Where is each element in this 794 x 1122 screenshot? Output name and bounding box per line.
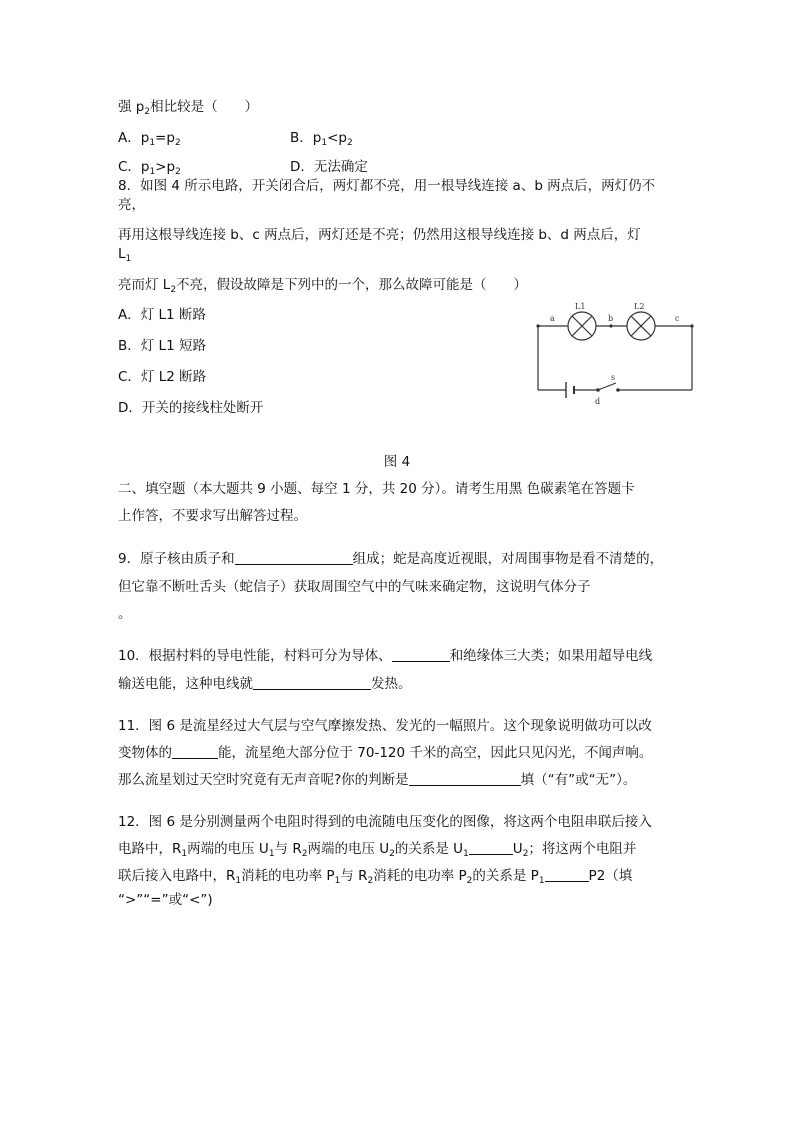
section2-heading-line1: 二、填空题（本大题共 9 小题、每空 1 分，共 20 分）。请考生用黑 色碳素笔在答题卡 [118,481,635,497]
q9-line1: 9．原子核由质子和 组成；蛇是高度近视眼，对周围事物是看不清楚的， [118,551,664,567]
label-c: c [675,314,680,323]
answer-blank[interactable] [409,771,521,786]
answer-blank[interactable] [253,675,371,690]
q8-line2: 亮， [118,197,145,213]
q7-option-b: B．$p_1<p_2$ [290,130,353,148]
q8-line3: 再用这根导线连接 b、c 两点后，两灯还是不亮；仍然用这根导线连接 b、d 两点后，灯 [118,227,641,243]
q7-option-c: C．$p_1>p_2$ [118,159,181,177]
q12-line2: 电路中，$R_1$两端的电压 $U_1$与 $R_2$两端的电压 $U_2$的关系是 $U_1$ $U_2$；将这两个电阻并 [118,841,637,859]
q11-line3: 那么流星划过天空时究竟有无声音呢?你的判断是 填（“有”或“无”）。 [118,772,637,788]
section2-heading-line2: 上作答，不要求写出解答过程。 [118,508,307,524]
q7-stem: 强 $p_2$相比较是（ ） [118,99,259,117]
q12-line1: 12．图 6 是分别测量两个电阻时得到的电流随电压变化的图像，将这两个电阻串联后接入 [118,814,652,830]
q11-line1: 11．图 6 是流星经过大气层与空气摩擦发热、发光的一幅照片。这个现象说明做功可以改 [118,718,652,734]
switch-blade [598,383,616,390]
q8-option-d: D．开关的接线柱处断开 [118,400,264,416]
q7-option-a: A．$p_1=p_2$ [118,130,181,148]
q8-option-c: C．灯 L2 断路 [118,369,207,385]
answer-blank[interactable] [392,647,450,662]
q8-option-a: A．灯 L1 断路 [118,307,206,323]
q12-line4: “>”“=”或“<”) [118,892,213,908]
label-d: d [595,397,601,406]
circuit-diagram [530,300,700,410]
label-s: s [611,373,616,382]
switch-terminal [616,388,620,392]
q8-line4: $L_1$ [118,246,132,264]
q9-line2: 但它靠不断吐舌头（蛇信子）获取周围空气中的气味来确定物，这说明气体分子 [118,579,591,595]
q8-line5: 亮而灯 $L_2$不亮，假设故障是下列中的一个，那么故障可能是（ ） [118,277,528,295]
q9-line3: 。 [118,606,132,622]
label-a: a [550,314,555,323]
label-l2: L2 [634,302,645,311]
answer-blank[interactable] [172,744,218,759]
answer-blank[interactable] [235,550,353,565]
q8-line1: 8．如图 4 所示电路，开关闭合后，两灯都不亮，用一根导线连接 a、b 两点后，两灯仍不 [118,178,656,194]
q12-line3: 联后接入电路中，$R_1$消耗的电功率 $P_1$与 $R_2$消耗的电功率 $P_2$的关系是 $P_1$ P2（填 [118,868,633,886]
switch-terminal-d [596,388,600,392]
q11-line2: 变物体的 能，流星绝大部分位于 70-120 千米的高空，因此只见闪光，不闻声响。 [118,745,653,761]
figure-caption: 图 4 [383,454,411,470]
label-b: b [608,314,614,323]
q8-option-b: B．灯 L1 短路 [118,338,206,354]
q10-line1: 10．根据村料的导电性能，村料可分为导体、 和绝缘体三大类；如果用超导电线 [118,648,653,664]
answer-blank[interactable] [469,840,513,855]
q7-option-d: D．无法确定 [290,159,368,175]
q10-line2: 输送电能，这种电线就 发热。 [118,676,412,692]
answer-blank[interactable] [545,867,589,882]
label-l1: L1 [575,302,586,311]
